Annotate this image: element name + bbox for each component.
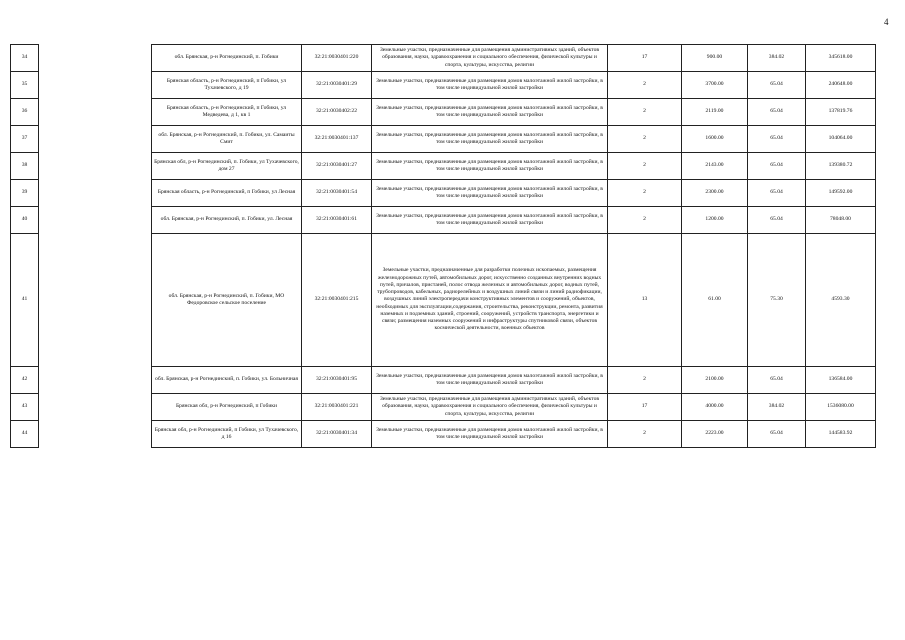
- table-row: [11, 99, 876, 126]
- blank-cell: [39, 367, 152, 394]
- cadastral-number-cell: 32:21:0030401:54: [302, 180, 372, 207]
- registry-body: [11, 45, 876, 448]
- cadastral-value-cell: 144583.92: [806, 421, 876, 448]
- group-cell: 13: [608, 234, 682, 367]
- address-cell: обл. Брянская, р-н Рогнединский, п. Гобики: [152, 45, 302, 72]
- cadastral-number-cell: 32:21:0030401:34: [302, 421, 372, 448]
- land-use-cell: Земельные участки, предназначенные для размещения домов малоэтажной жилой застройки, в том числе индивидуальной жилой застройки: [372, 72, 608, 99]
- specific-value-cell: 65.04: [748, 126, 806, 153]
- specific-value-cell: 75.30: [748, 234, 806, 367]
- land-use-cell: Земельные участки, предназначенные для размещения домов малоэтажной жилой застройки, в том числе индивидуальной жилой застройки: [372, 421, 608, 448]
- address-cell: Брянская обл, р-н Рогнединский, п Гобики: [152, 394, 302, 421]
- row-number-cell: 36: [11, 99, 39, 126]
- specific-value-cell: 65.04: [748, 207, 806, 234]
- land-registry-table: [10, 44, 876, 448]
- blank-cell: [39, 126, 152, 153]
- group-cell: 2: [608, 99, 682, 126]
- specific-value-cell: 65.04: [748, 99, 806, 126]
- address-cell: обл. Брянская, р-н Рогнединский, п. Гобики, ул. Лесная: [152, 207, 302, 234]
- blank-cell: [39, 421, 152, 448]
- area-cell: 1600.00: [682, 126, 748, 153]
- area-cell: 2100.00: [682, 367, 748, 394]
- row-number-cell: 37: [11, 126, 39, 153]
- land-use-cell: Земельные участки, предназначенные для размещения домов малоэтажной жилой застройки, в том числе индивидуальной жилой застройки: [372, 153, 608, 180]
- table-row: [11, 421, 876, 448]
- cadastral-value-cell: 78048.00: [806, 207, 876, 234]
- address-cell: обл. Брянская, р-н Рогнединский, п. Гобики, ул. Самаиты Смит: [152, 126, 302, 153]
- row-number-cell: 43: [11, 394, 39, 421]
- blank-cell: [39, 394, 152, 421]
- group-cell: 2: [608, 207, 682, 234]
- table-row: [11, 126, 876, 153]
- cadastral-number-cell: 32:21:0030402:22: [302, 99, 372, 126]
- address-cell: Брянская область, р-н Рогнединский, п Гобики, ул Лесная: [152, 180, 302, 207]
- row-number-cell: 40: [11, 207, 39, 234]
- cadastral-value-cell: 104064.00: [806, 126, 876, 153]
- cadastral-number-cell: 32:21:0030401:221: [302, 394, 372, 421]
- page-number: 4: [884, 17, 889, 27]
- row-number-cell: 39: [11, 180, 39, 207]
- blank-cell: [39, 207, 152, 234]
- cadastral-number-cell: 32:21:0030401:215: [302, 234, 372, 367]
- area-cell: 1200.00: [682, 207, 748, 234]
- land-use-cell: Земельные участки, предназначенные для разработки полезных ископаемых, размещения железнодорожных путей, автомобильных дорог, искусственно созданных внутренних водных путей, причалов, пристаней, полос отвода железных и автомобильных дорог, водных путей, трубопроводов, кабельных, радиорелейных и воздушных линий связи и линий радиофикации, воздушных линий электропередачи конструктивных элементов и сооружений, объектов, необходимых для эксплуатации,содержания, строительства, реконструкции, ремонта, развития наземных и подземных зданий, строений, сооружений, устройств транспорта, энергетики и связи; размещения наземных сооружений и инфраструктуры спутниковой связи, объектов космической деятельности, военных объектов: [372, 234, 608, 367]
- area-cell: 2300.00: [682, 180, 748, 207]
- cadastral-value-cell: 240648.00: [806, 72, 876, 99]
- cadastral-value-cell: 4593.30: [806, 234, 876, 367]
- area-cell: 2119.00: [682, 99, 748, 126]
- specific-value-cell: 65.04: [748, 421, 806, 448]
- address-cell: Брянская область, р-н Рогнединский, п Гобики, ул Тухачевского, д 19: [152, 72, 302, 99]
- blank-cell: [39, 72, 152, 99]
- specific-value-cell: 384.02: [748, 394, 806, 421]
- cadastral-number-cell: 32:21:0030401:29: [302, 72, 372, 99]
- specific-value-cell: 65.04: [748, 72, 806, 99]
- blank-cell: [39, 180, 152, 207]
- address-cell: Брянская обл, р-н Рогнединский, п. Гобики, ул Тухачевского, дом 27: [152, 153, 302, 180]
- group-cell: 2: [608, 153, 682, 180]
- land-use-cell: Земельные участки, предназначенные для размещения административных зданий, объектов образования, науки, здравоохранения и социального обеспечения, физической культуры и спорта, культуры, искусства, религии: [372, 394, 608, 421]
- area-cell: 4000.00: [682, 394, 748, 421]
- land-use-cell: Земельные участки, предназначенные для размещения домов малоэтажной жилой застройки, в том числе индивидуальной жилой застройки: [372, 367, 608, 394]
- cadastral-value-cell: 149592.00: [806, 180, 876, 207]
- row-number-cell: 34: [11, 45, 39, 72]
- table-row: [11, 153, 876, 180]
- address-cell: Брянская область, р-н Рогнединский, п Гобики, ул Медведева, д 1, кв 1: [152, 99, 302, 126]
- row-number-cell: 38: [11, 153, 39, 180]
- group-cell: 2: [608, 72, 682, 99]
- blank-cell: [39, 153, 152, 180]
- cadastral-value-cell: 345618.00: [806, 45, 876, 72]
- cadastral-number-cell: 32:21:0030401:95: [302, 367, 372, 394]
- cadastral-number-cell: 32:21:0030401:137: [302, 126, 372, 153]
- specific-value-cell: 65.04: [748, 367, 806, 394]
- land-use-cell: Земельные участки, предназначенные для размещения домов малоэтажной жилой застройки, в том числе индивидуальной жилой застройки: [372, 180, 608, 207]
- cadastral-value-cell: 136584.00: [806, 367, 876, 394]
- blank-cell: [39, 99, 152, 126]
- land-use-cell: Земельные участки, предназначенные для размещения домов малоэтажной жилой застройки, в том числе индивидуальной жилой застройки: [372, 126, 608, 153]
- cadastral-value-cell: 137819.76: [806, 99, 876, 126]
- address-cell: Брянская обл, р-н Рогнединский, п Гобики, ул Тухачевского, д 16: [152, 421, 302, 448]
- table-row: [11, 367, 876, 394]
- cadastral-value-cell: 139380.72: [806, 153, 876, 180]
- blank-cell: [39, 45, 152, 72]
- area-cell: 3700.00: [682, 72, 748, 99]
- land-use-cell: Земельные участки, предназначенные для размещения административных зданий, объектов образования, науки, здравоохранения и социального обеспечения, физической культуры и спорта, культуры, искусства, религии: [372, 45, 608, 72]
- group-cell: 2: [608, 180, 682, 207]
- specific-value-cell: 65.04: [748, 153, 806, 180]
- area-cell: 61.00: [682, 234, 748, 367]
- address-cell: обл. Брянская, р-н Рогнединский, п. Гобики, ул. Больничная: [152, 367, 302, 394]
- table-row: [11, 72, 876, 99]
- specific-value-cell: 384.02: [748, 45, 806, 72]
- row-number-cell: 41: [11, 234, 39, 367]
- cadastral-number-cell: 32:21:0030401:220: [302, 45, 372, 72]
- group-cell: 2: [608, 126, 682, 153]
- table-row: [11, 234, 876, 367]
- table-row: [11, 180, 876, 207]
- row-number-cell: 42: [11, 367, 39, 394]
- group-cell: 2: [608, 421, 682, 448]
- row-number-cell: 35: [11, 72, 39, 99]
- area-cell: 2223.00: [682, 421, 748, 448]
- cadastral-value-cell: 1536080.00: [806, 394, 876, 421]
- cadastral-number-cell: 32:21:0030401:61: [302, 207, 372, 234]
- land-use-cell: Земельные участки, предназначенные для размещения домов малоэтажной жилой застройки, в том числе индивидуальной жилой застройки: [372, 99, 608, 126]
- cadastral-number-cell: 32:21:0030401:27: [302, 153, 372, 180]
- group-cell: 2: [608, 367, 682, 394]
- land-use-cell: Земельные участки, предназначенные для размещения домов малоэтажной жилой застройки, в том числе индивидуальной жилой застройки: [372, 207, 608, 234]
- blank-cell: [39, 234, 152, 367]
- row-number-cell: 44: [11, 421, 39, 448]
- address-cell: обл. Брянская, р-н Рогнединский, п. Гобики, МО Федоровское сельское поселение: [152, 234, 302, 367]
- table-row: [11, 207, 876, 234]
- group-cell: 17: [608, 394, 682, 421]
- group-cell: 17: [608, 45, 682, 72]
- area-cell: 2143.00: [682, 153, 748, 180]
- table-row: [11, 394, 876, 421]
- specific-value-cell: 65.04: [748, 180, 806, 207]
- table-row: [11, 45, 876, 72]
- area-cell: 900.00: [682, 45, 748, 72]
